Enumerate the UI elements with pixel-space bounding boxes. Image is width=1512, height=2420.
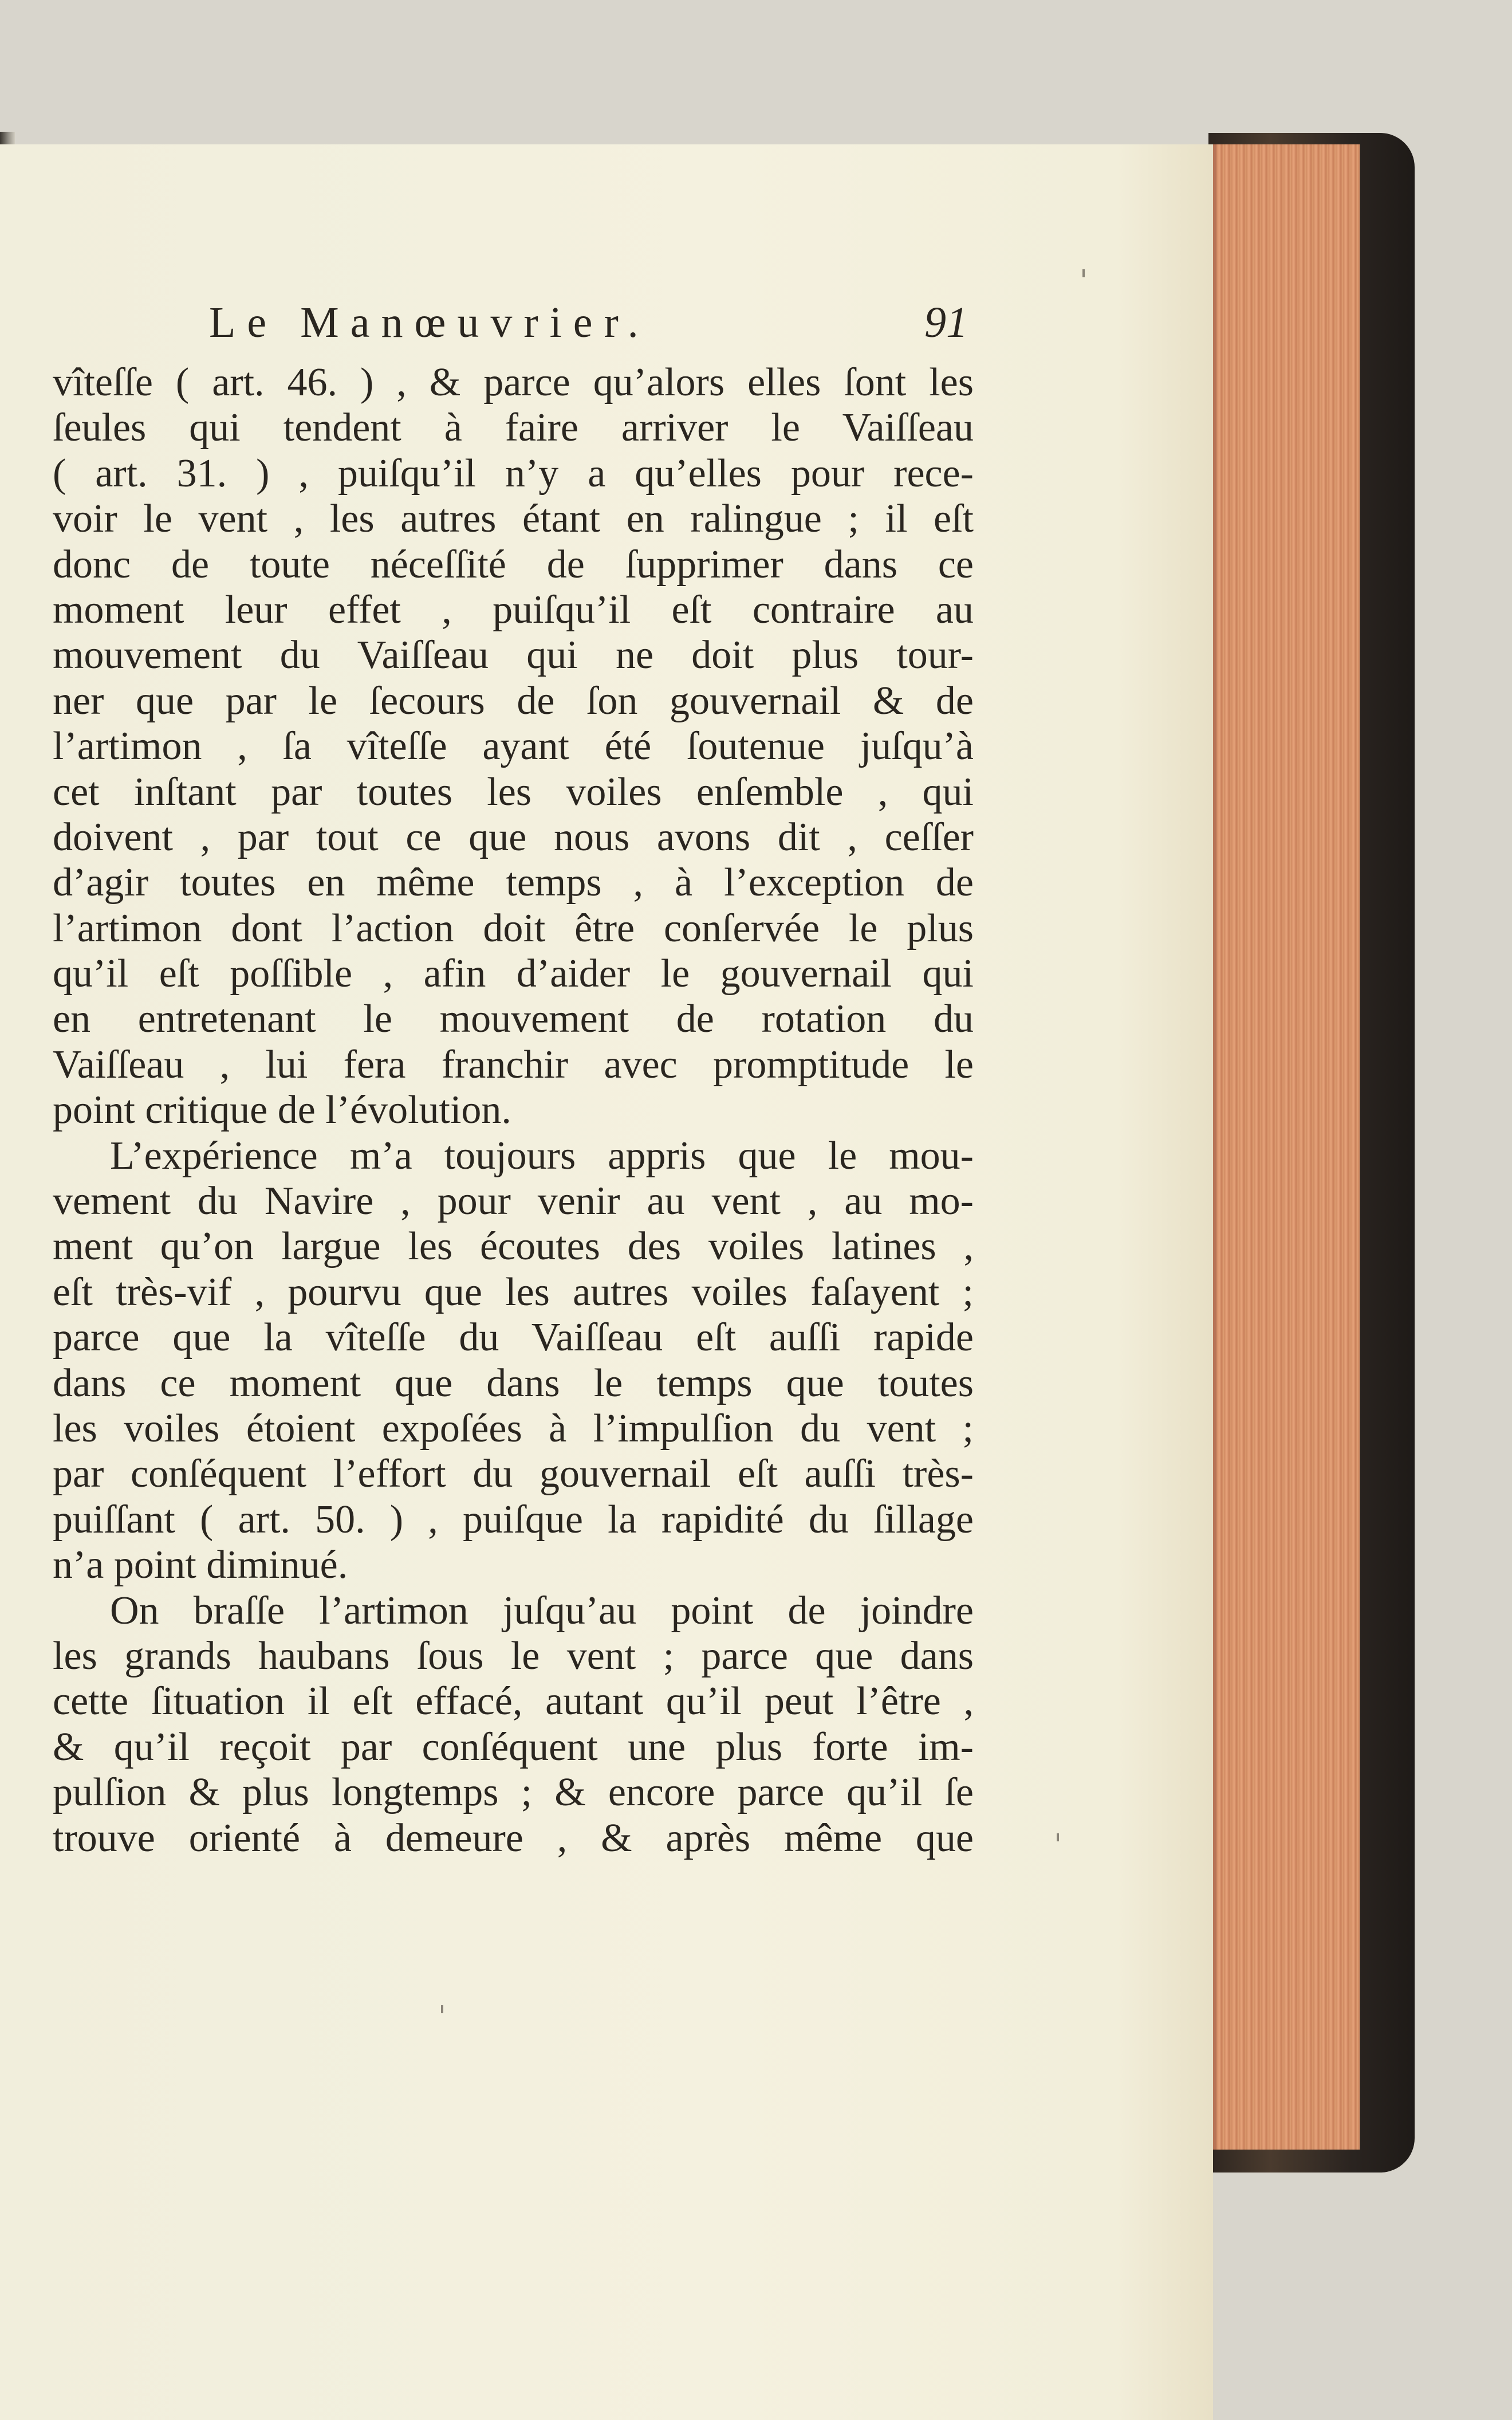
text-line: eſt très-vif , pourvu que les autres voiles faſayent ;	[53, 1270, 974, 1314]
text-line: l’artimon dont l’action doit être conſervée le plus	[53, 906, 974, 950]
text-line: puiſſant ( art. 50. ) , puiſque la rapidité du ſillage	[53, 1497, 974, 1542]
page-fore-edge	[1213, 144, 1360, 2150]
paper-speck	[1057, 1833, 1059, 1841]
text-line: ment qu’on largue les écoutes des voiles latines ,	[53, 1224, 974, 1269]
text-line: ner que par le ſecours de ſon gouvernail & de	[53, 678, 974, 723]
text-line: parce que la vîteſſe du Vaiſſeau eſt auſſi rapide	[53, 1315, 974, 1360]
text-line: point critique de l’évolution.	[53, 1088, 511, 1133]
text-line: donc de toute néceſſité de ſupprimer dans ce	[53, 542, 974, 587]
text-line: voir le vent , les autres étant en ralingue ; il eſt	[53, 497, 974, 541]
text-line: On braſſe l’artimon juſqu’au point de joindre	[110, 1588, 974, 1633]
text-line: vîteſſe ( art. 46. ) , & parce qu’alors elles ſont les	[53, 360, 974, 404]
text-line: qu’il eſt poſſible , afin d’aider le gouvernail qui	[53, 952, 974, 996]
text-line: cette ſituation il eſt effacé, autant qu’il peut l’être ,	[53, 1679, 974, 1724]
paper-speck	[1082, 269, 1085, 277]
text-line: d’agir toutes en même temps , à l’exception de	[53, 861, 974, 905]
running-title: Le Manœuvrier.	[209, 298, 650, 347]
text-line: & qu’il reçoit par conſéquent une plus forte im-	[53, 1724, 974, 1769]
text-line: dans ce moment que dans le temps que toutes	[53, 1361, 974, 1405]
text-line: moment leur effet , puiſqu’il eſt contraire au	[53, 587, 974, 632]
paper-speck	[441, 2005, 443, 2013]
body-text	[53, 360, 974, 1861]
text-line: par conſéquent l’effort du gouvernail eſt auſſi très-	[53, 1452, 974, 1496]
text-line: Vaiſſeau , lui fera franchir avec promptitude le	[53, 1042, 974, 1087]
text-line: doivent , par tout ce que nous avons dit , ceſſer	[53, 815, 974, 859]
page-header	[209, 298, 968, 349]
text-line: n’a point diminué.	[53, 1543, 348, 1588]
text-line: les voiles étoient expoſées à l’impulſion du vent ;	[53, 1406, 974, 1451]
text-line: trouve orienté à demeure , & après même que	[53, 1816, 974, 1860]
scan-background	[0, 0, 1512, 143]
page-number: 91	[924, 298, 968, 347]
text-line: en entretenant le mouvement de rotation du	[53, 997, 974, 1042]
text-line: les grands haubans ſous le vent ; parce que dans	[53, 1633, 974, 1678]
text-line: l’artimon , ſa vîteſſe ayant été ſoutenue juſqu’à	[53, 724, 974, 769]
text-line: cet inſtant par toutes les voiles enſemble , qui	[53, 769, 974, 814]
text-line: pulſion & plus longtemps ; & encore parce qu’il ſe	[53, 1770, 974, 1815]
text-line: mouvement du Vaiſſeau qui ne doit plus tour-	[53, 633, 974, 678]
text-line: vement du Navire , pour venir au vent , au mo-	[53, 1179, 974, 1224]
text-line: L’expérience m’a toujours appris que le mou-	[110, 1133, 974, 1178]
text-line: ſeules qui tendent à faire arriver le Vaiſſeau	[53, 406, 974, 450]
text-line: ( art. 31. ) , puiſqu’il n’y a qu’elles pour rece-	[53, 451, 974, 496]
